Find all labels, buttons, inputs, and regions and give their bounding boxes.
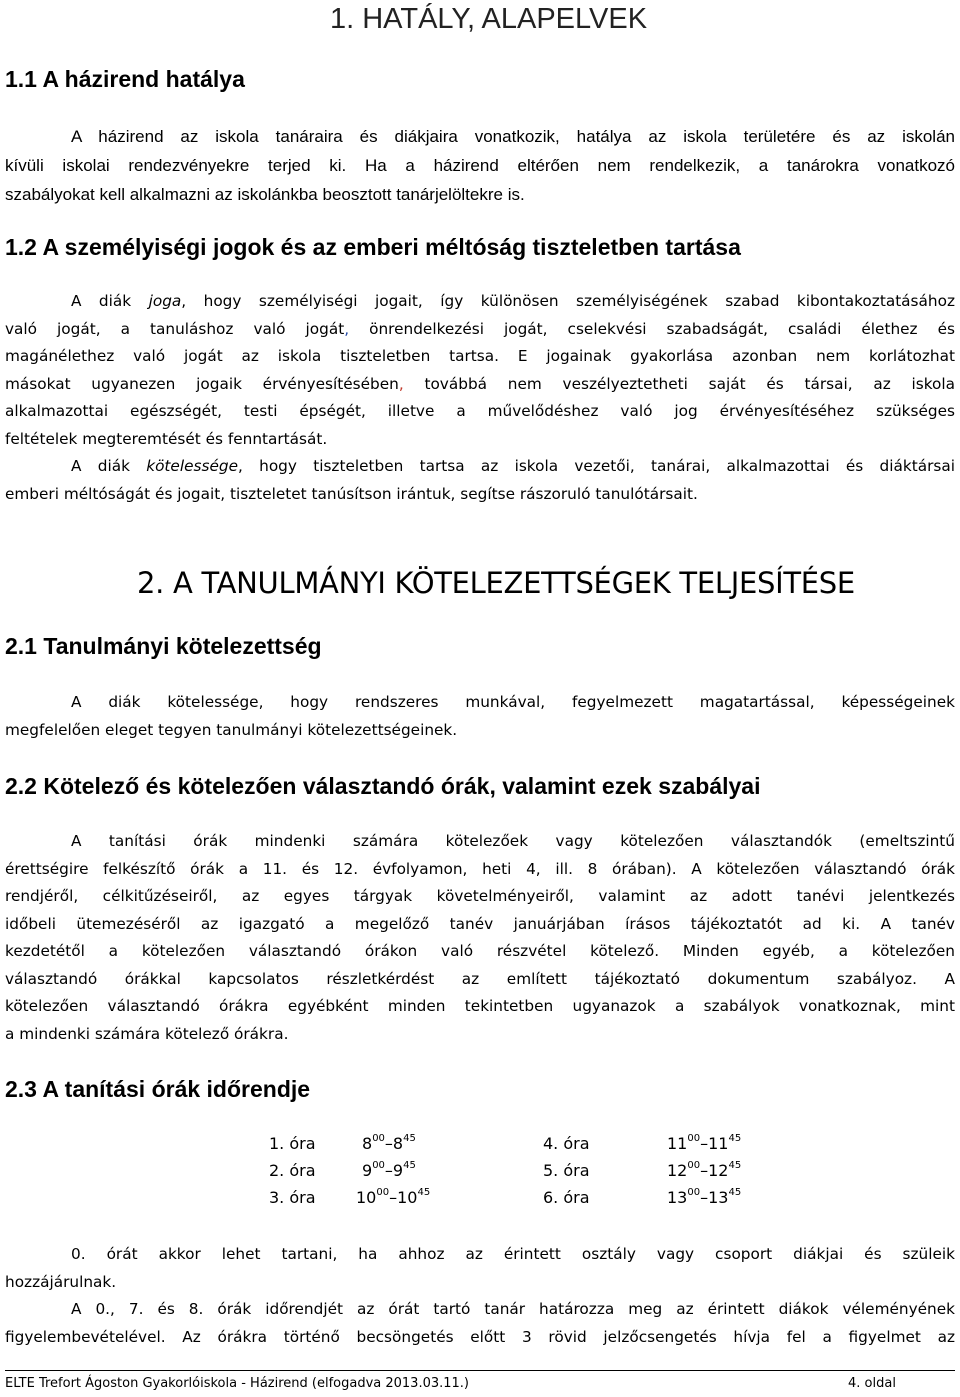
text-line: A tanítási órák mindenki számára kötelezőek vagy kötelezően választandók (emeltszintű: [71, 832, 955, 850]
schedule-label: 5. óra: [543, 1161, 590, 1180]
text-line: való jogát, a tanuláshoz való jogát, önrendelkezési jogát, cselekvési szabadságát, családi élethez és: [5, 319, 955, 338]
text-line: szabályokat kell alkalmazni az iskolánkba beosztott tanárjelöltekre is.: [5, 185, 525, 204]
schedule-time: $8^{00}-8^{45}$: [362, 1132, 416, 1153]
schedule-time: $13^{00}-13^{45}$: [667, 1186, 742, 1207]
text-line: feltételek megteremtését és fenntartását.: [5, 429, 328, 448]
schedule-label: 6. óra: [543, 1188, 590, 1207]
paragraph-1-1: [5, 122, 955, 209]
section-title-1-2: 1.2 A személyiségi jogok és az emberi méltóság tiszteletben tartása: [5, 234, 741, 260]
section-title-2-3: 2.3 A tanítási órák időrendje: [5, 1076, 311, 1102]
text-line: figyelembevételével. Az órákra történő becsöngetés előtt 3 rövid jelzőcsengetés hívja fel a figyelmet az: [5, 1327, 955, 1346]
schedule-label: 3. óra: [269, 1188, 316, 1207]
text-line: emberi méltóságát és jogait, tiszteletet tanúsítson irántuk, segítse rászoruló tanulótársait.: [5, 484, 698, 503]
text-line: magánélethez való jogát az iskola tiszteletben tartsa. E jogainak gyakorlása azonban nem korlátozhat: [5, 347, 955, 365]
schedule-time: $9^{00}-9^{45}$: [362, 1159, 416, 1180]
paragraph-2-1: [5, 689, 955, 744]
schedule-label: 2. óra: [269, 1161, 316, 1180]
page-number: 4. oldal: [848, 1376, 896, 1391]
section-title-2-1: 2.1 Tanulmányi kötelezettség: [5, 633, 322, 659]
schedule-time: $10^{00}-10^{45}$: [356, 1186, 431, 1207]
section-title-2-2: 2.2 Kötelező és kötelezően választandó órák, valamint ezek szabályai: [5, 773, 761, 799]
footer-divider: [5, 1370, 955, 1371]
schedule-time: $12^{00}-12^{45}$: [667, 1159, 742, 1180]
schedule-label: 4. óra: [543, 1134, 590, 1153]
text-line: kezdetétől a kötelezően választandó órákon való részvétel kötelező. Minden egyéb, a kötelezően: [5, 942, 955, 960]
text-line: kívüli iskolai rendezvényekre terjed ki. Ha a házirend eltérően nem rendelkezik, a tanárokra vonatkozó: [5, 156, 955, 175]
text-line: A házirend az iskola tanáraira és diákjaira vonatkozik, hatálya az iskola területére és az iskolán: [71, 127, 955, 146]
text-line: választandó órákkal kapcsolatos részletkérdést az említett tájékoztató dokumentum szabályoz. A: [5, 969, 955, 988]
text-line: időbeli ütemezéséről az igazgató a megelőző tanév januárjában írásos tájékoztatót ad ki. A tanév: [5, 914, 955, 933]
emphasis: kötelessége: [146, 457, 238, 475]
text-line: másokat ugyanezen jogaik érvényesítésében, továbbá nem veszélyeztetheti saját és társai, az iskola: [5, 374, 955, 393]
emphasis: joga: [148, 292, 182, 310]
text-line: A diák joga, hogy személyiségi jogait, így különösen személyiségének szabad kibontakoztatásához: [71, 292, 955, 310]
paragraph-1-2-rights: [5, 288, 955, 508]
schedule-label: 1. óra: [269, 1134, 316, 1153]
paragraph-2-3: [5, 1241, 955, 1351]
section-title-1-1: 1.1 A házirend hatálya: [5, 66, 245, 92]
text-line: A diák kötelessége, hogy rendszeres munkával, fegyelmezett magatartással, képességeinek: [71, 693, 955, 711]
chapter-heading-2: 2. A TANULMÁNYI KÖTELEZETTSÉGEK TELJESÍTÉSE: [137, 566, 855, 600]
text-line: A diák kötelessége, hogy tiszteletben tartsa az iskola vezetői, tanárai, alkalmazottai és diáktársai: [71, 457, 956, 475]
text-line: megfelelően eleget tegyen tanulmányi kötelezettségeinek.: [5, 720, 458, 739]
text-line: alkalmazottai egészségét, testi épségét, illetve a művelődéshez való jog érvényesítéséhez szükséges: [5, 402, 955, 420]
text-line: rendjéről, célkitűzéseiről, az egyes tárgyak követelményeiről, valamint az adott tanévi jelentkezés: [5, 887, 955, 905]
text-line: érettségire felkészítő órák a 11. és 12. évfolyamon, heti 4, ill. 8 órában). A kötelezően választandó órák: [5, 859, 955, 878]
chapter-heading: 1. HATÁLY, ALAPELVEK: [330, 3, 648, 35]
schedule-time: $11^{00}-11^{45}$: [667, 1132, 742, 1153]
text-line: a mindenki számára kötelező órákra.: [5, 1024, 289, 1043]
text-line: 0. órát akkor lehet tartani, ha ahhoz az érintett osztály vagy csoport diákjai és szüleik: [71, 1245, 955, 1263]
text-line: kötelezően választandó órákra egyébként minden tekintetben ugyanazok a szabályok vonatkoznak, mint: [5, 997, 955, 1015]
paragraph-2-2: [5, 828, 955, 1048]
text-line: hozzájárulnak.: [5, 1272, 117, 1291]
text-line: A 0., 7. és 8. órák időrendjét az órát tartó tanár határozza meg az érintett diákok véleményének: [71, 1300, 955, 1318]
footer-title: ELTE Trefort Ágoston Gyakorlóiskola - Házirend (elfogadva 2013.03.11.): [5, 1376, 470, 1391]
